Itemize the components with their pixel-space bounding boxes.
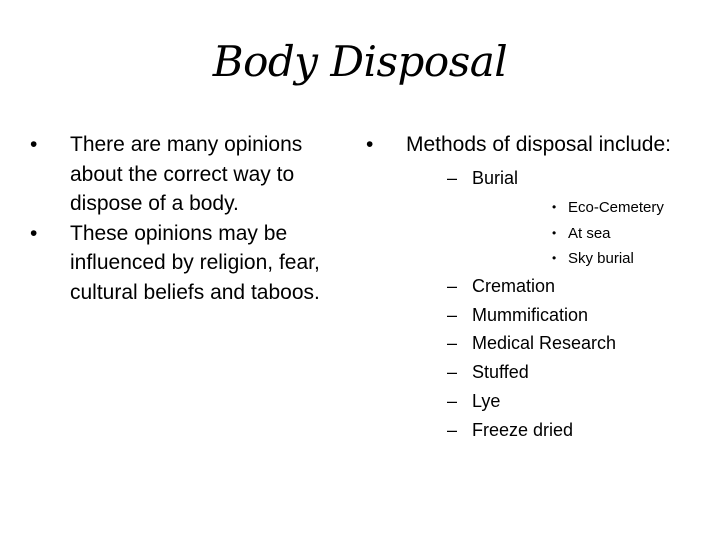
burial-type-label: At sea [568, 224, 611, 242]
left-column [30, 130, 350, 307]
method-item [406, 329, 696, 358]
slide-title: Body Disposal [212, 37, 508, 86]
method-item [406, 387, 696, 416]
method-item-burial [406, 164, 696, 272]
dash-icon: – [447, 362, 458, 383]
bullet-icon: • [30, 221, 38, 245]
method-label: Medical Research [472, 333, 617, 354]
method-label: Burial [472, 167, 519, 188]
right-column [366, 130, 696, 445]
burial-types-list [472, 195, 696, 272]
method-item [406, 416, 696, 445]
method-label: Freeze dried [472, 419, 574, 440]
dash-icon: – [447, 333, 458, 354]
method-item [406, 272, 696, 301]
bullet-icon: • [552, 225, 557, 240]
burial-type-label: Sky burial [568, 250, 634, 268]
burial-type-label: Eco-Cemetery [568, 199, 664, 217]
method-label: Stuffed [472, 362, 529, 383]
bullet-icon: • [30, 133, 38, 156]
burial-type-item [472, 221, 696, 247]
left-bullet-text: These opinions may be influenced by religion, fear, cultural beliefs and taboos. [70, 221, 320, 304]
left-bullet-text: There are many opinions about the correct way to dispose of a body. [70, 133, 303, 215]
dash-icon: – [447, 167, 458, 188]
method-label: Lye [472, 390, 501, 411]
left-bullet-item [30, 219, 350, 308]
right-bullet-item [366, 130, 696, 445]
method-label: Mummification [472, 304, 589, 325]
burial-type-item [472, 195, 696, 221]
method-item [406, 358, 696, 387]
left-bullet-list [30, 130, 350, 307]
bullet-icon: • [552, 200, 557, 215]
bullet-icon: • [552, 251, 557, 266]
bullet-icon: • [366, 133, 374, 156]
right-bullet-list [366, 130, 696, 445]
dash-icon: – [447, 304, 458, 325]
left-bullet-item [30, 130, 350, 219]
dash-icon: – [447, 275, 458, 296]
methods-list [406, 164, 696, 445]
method-item [406, 301, 696, 330]
burial-type-item [472, 246, 696, 272]
dash-icon: – [447, 390, 458, 411]
dash-icon: – [447, 419, 458, 440]
method-label: Cremation [472, 275, 556, 296]
methods-heading: Methods of disposal include: [406, 133, 671, 156]
